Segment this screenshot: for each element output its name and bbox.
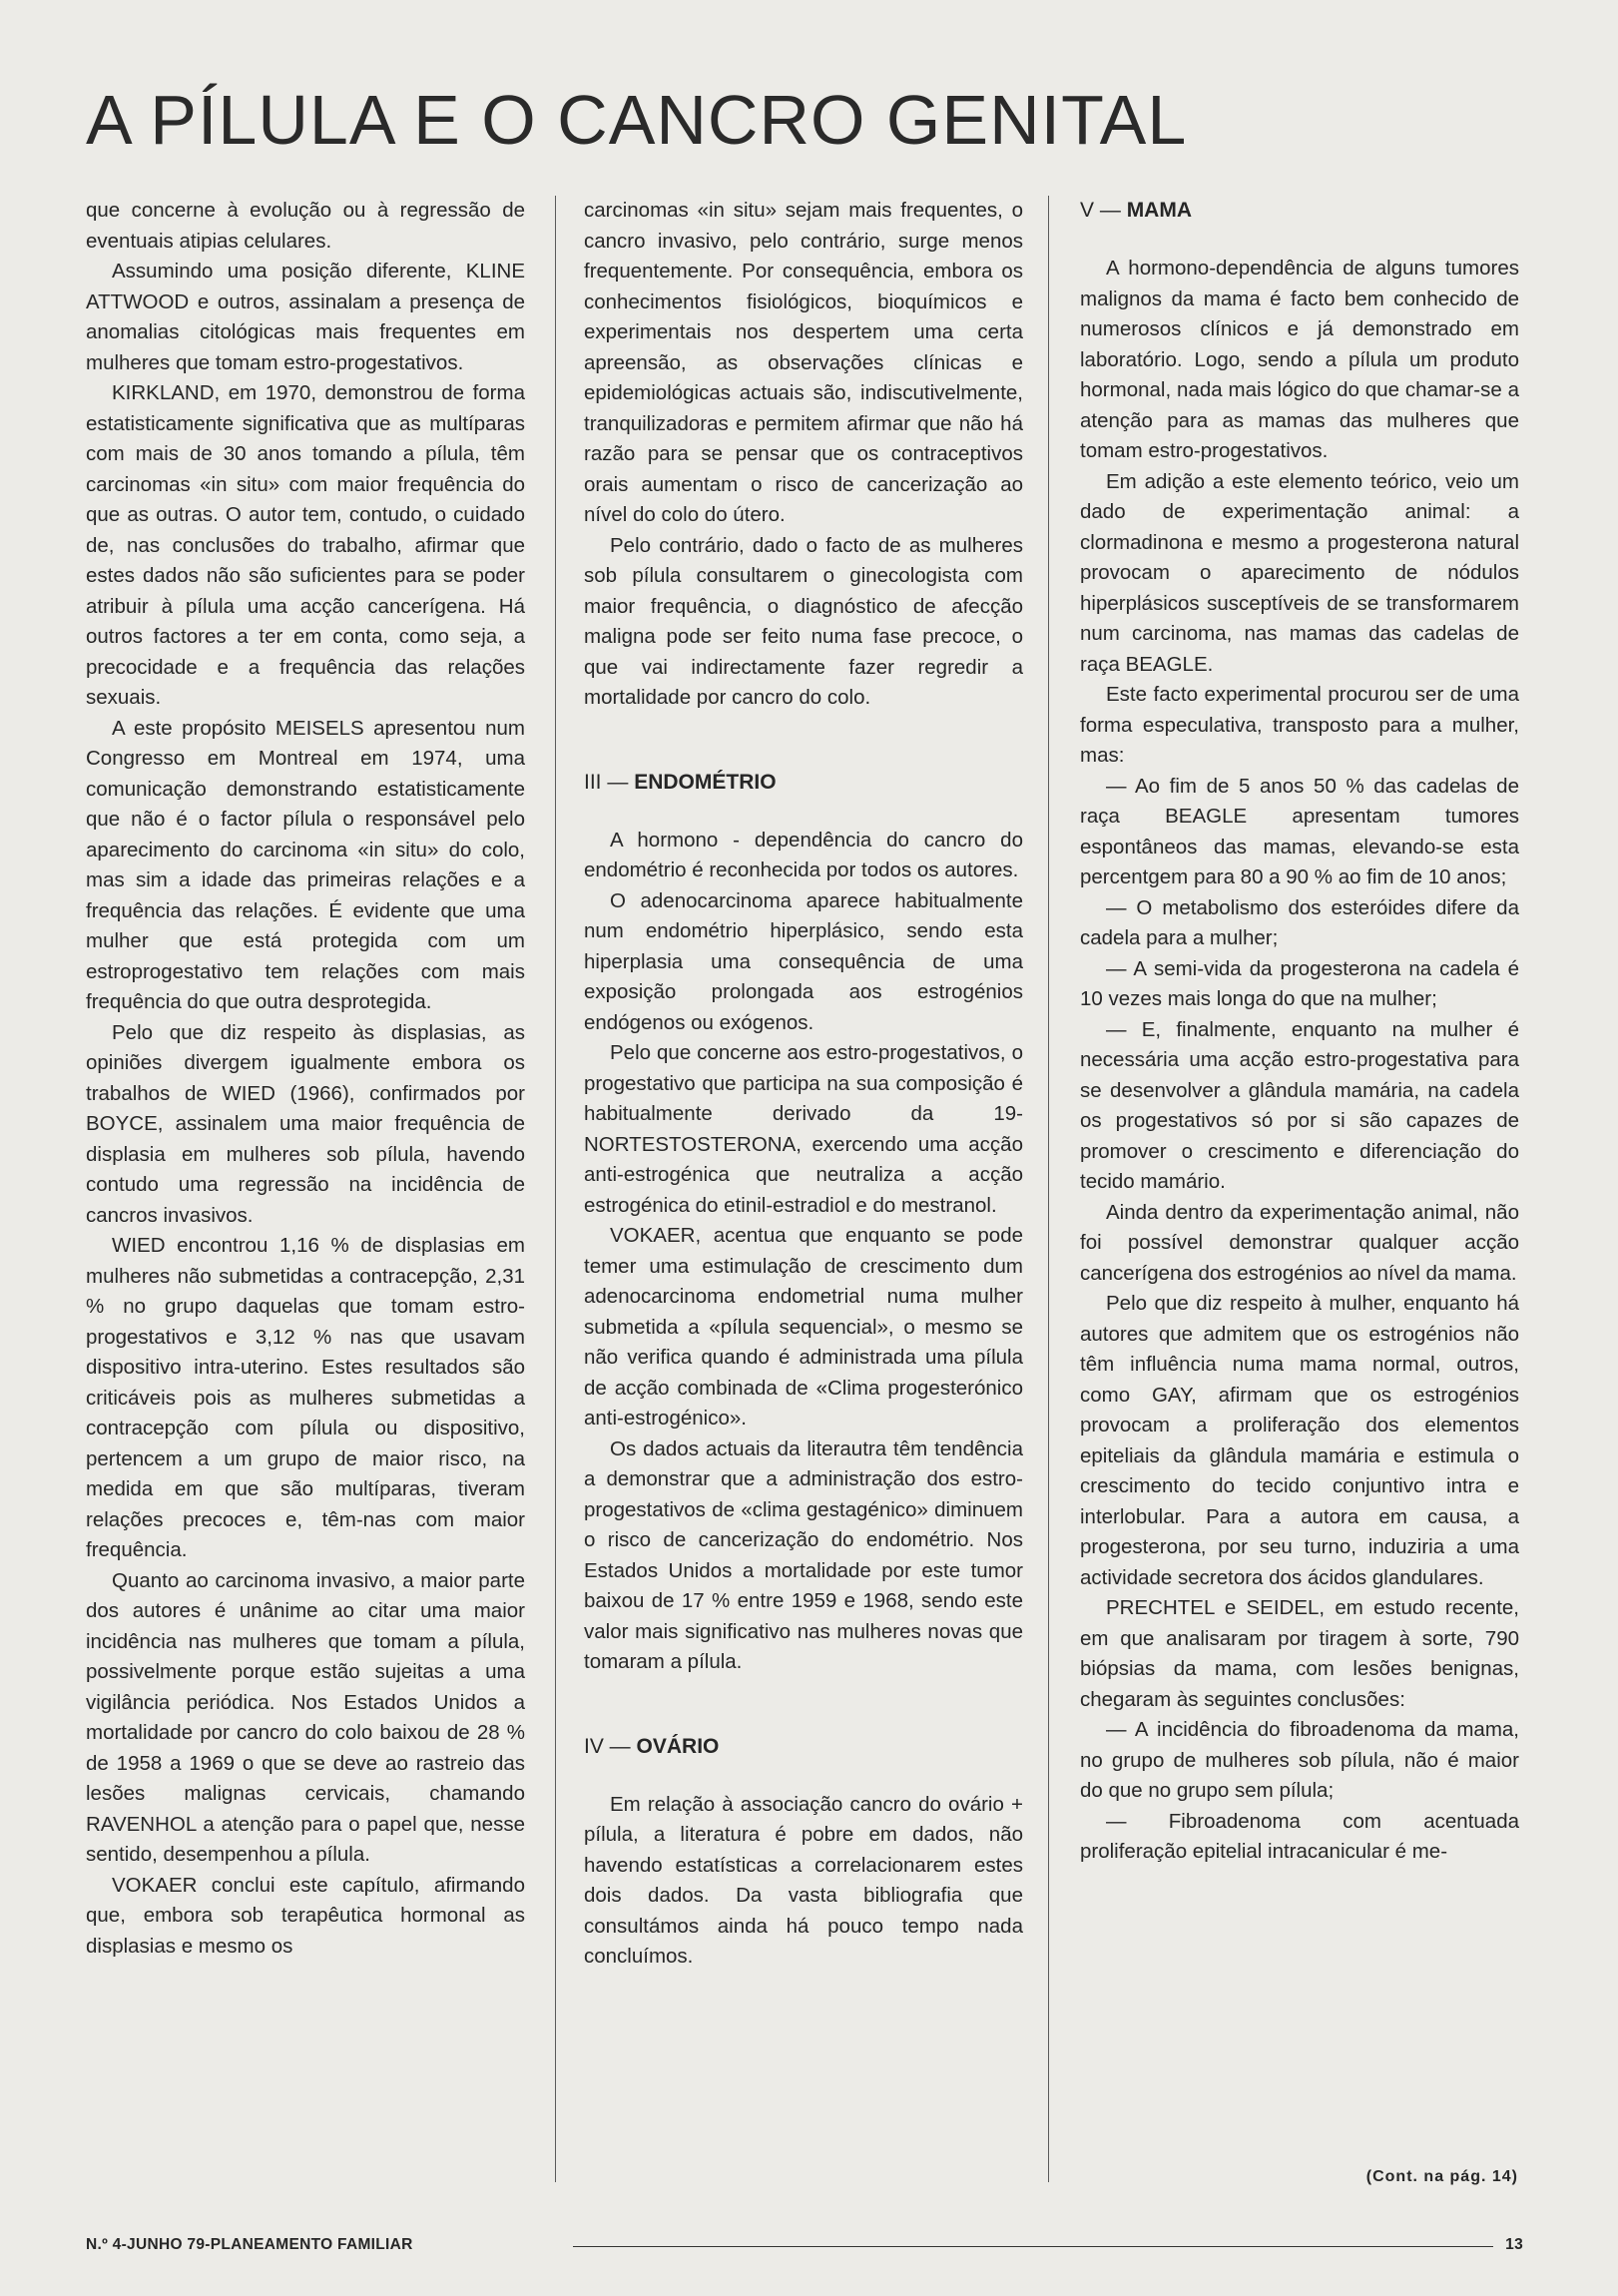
paragraph: — Fibroadenoma com acentuada proliferação epitelial intracanicular é me-	[1080, 1809, 1519, 1863]
paragraph: Os dados actuais da literautra têm tendência a demonstrar que a administração dos estro-progestativos de «clima gestagénico» diminuem o risco de cancerização do endométrio. Nos Estados Unidos a mortalidade por este tumor baixou de 17 % entre 1959 e 1968, sendo este valor mais significativo nas mulheres novas que tomaram a pílula.	[584, 1436, 1023, 1673]
paragraph: — A semi-vida da progesterona na cadela é 10 vezes mais longa do que na mulher;	[1080, 956, 1519, 1010]
continued-note: (Cont. na pág. 14)	[1365, 2168, 1518, 2185]
column-divider	[1048, 196, 1049, 2182]
section-numeral: V —	[1080, 199, 1121, 222]
page-footer	[86, 2236, 1523, 2264]
section-heading-endometrio	[584, 768, 1023, 798]
column-1	[86, 196, 525, 1962]
paragraph: Assumindo uma posição diferente, KLINE ATTWOOD e outros, assinalam a presença de anomalias citológicas mais frequentes em mulheres que tomam estro-progestativos.	[86, 260, 525, 374]
paragraph: VOKAER, acentua que enquanto se pode temer uma estimulação de crescimento dum adenocarcinoma endometrial numa mulher submetida a «pílula sequencial», o mesmo se não verifica quando é administrada uma pílula de acção combinada de «Clima progesterónico anti-estrogénico».	[584, 1224, 1023, 1430]
paragraph: A hormono-dependência de alguns tumores malignos da mama é facto bem conhecido de numerosos clínicos e já demonstrado em laboratório. Logo, sendo a pílula um produto hormonal, nada mais lógico do que chamar-se a atenção para as mamas das mulheres que tomam estro-progestativos.	[1080, 257, 1519, 462]
section-heading-ovario	[584, 1732, 1023, 1762]
paragraph: Este facto experimental procurou ser de uma forma especulativa, transposto para a mulher, mas:	[1080, 683, 1519, 767]
paragraph: VOKAER conclui este capítulo, afirmando que, embora sob terapêutica hormonal as displasias e mesmo os	[86, 1873, 525, 1958]
page-number: 13	[1505, 2236, 1523, 2253]
section-title: ENDOMÉTRIO	[634, 770, 777, 794]
paragraph: Pelo que diz respeito à mulher, enquanto há autores que admitem que os estrogénios não têm influência numa mama normal, outros, como GAY, afirmam que os estrogénios provocam a proliferação dos elementos epiteliais da glândula mamária e estimula o crescimento do tecido conjuntivo intra e interlobular. Para a autora em causa, a progesterona, por seu turno, induziria a uma actividade secretora dos ácidos glandulares.	[1080, 1292, 1519, 1589]
paragraph: Pelo que concerne aos estro-progestativos, o progestativo que participa na sua composição é habitualmente derivado da 19-NORTESTOSTERONA, exercendo uma acção anti-estrogénica que neutraliza a acção estrogénica do etinil-estradiol e do mestranol.	[584, 1041, 1023, 1217]
section-title: MAMA	[1126, 199, 1193, 222]
paragraph: que concerne à evolução ou à regressão de eventuais atipias celulares.	[86, 199, 525, 253]
paragraph: WIED encontrou 1,16 % de displasias em mulheres não submetidas a contracepção, 2,31 % no grupo daquelas que tomam estro-progestativos e 3,12 % nas que usavam dispositivo intra-uterino. Estes resultados são criticáveis pois as mulheres submetidas a contracepção com pílula ou dispositivo, pertencem a um grupo de maior risco, na medida em que são multíparas, tiveram relações precoces e, têm-nas com maior frequência.	[86, 1234, 525, 1561]
paragraph: carcinomas «in situ» sejam mais frequentes, o cancro invasivo, pelo contrário, surge menos frequentemente. Por consequência, embora os conhecimentos fisiológicos, bioquímicos e experimentais nos despertem uma certa apreensão, as observações clínicas e epidemiológicas actuais são, indiscutivelmente, tranquilizadoras e permitem afirmar que não há razão para se pensar que os contraceptivos orais aumentam o risco de cancerização ao nível do colo do útero.	[584, 199, 1023, 526]
paragraph: Pelo que diz respeito às displasias, as opiniões divergem igualmente embora os trabalhos de WIED (1966), confirmados por BOYCE, assinalem uma maior frequência de displasia em mulheres sob pílula, havendo contudo uma regressão na incidência de cancros invasivos.	[86, 1020, 525, 1227]
section-numeral: III —	[584, 770, 629, 794]
paragraph: Em relação à associação cancro do ovário + pílula, a literatura é pobre em dados, não havendo estatísticas a correlacionarem estes dois dados. Da vasta bibliografia que consultámos ainda há pouco tempo nada concluímos.	[584, 1792, 1023, 1968]
paragraph: A hormono - dependência do cancro do endométrio é reconhecida por todos os autores.	[584, 828, 1023, 881]
paragraph: — O metabolismo dos esteróides difere da cadela para a mulher;	[1080, 895, 1519, 949]
paragraph: O adenocarcinoma aparece habitualmente num endométrio hiperplásico, sendo esta hiperplasia uma consequência de uma exposição prolongada aos estrogénios endógenos ou exógenos.	[584, 888, 1023, 1034]
paragraph: Ainda dentro da experimentação animal, não foi possível demonstrar qualquer acção cancerígena dos estrogénios ao nível da mama.	[1080, 1200, 1519, 1285]
section-heading-mama	[1080, 196, 1519, 226]
paragraph: A este propósito MEISELS apresentou num Congresso em Montreal em 1974, uma comunicação demonstrando estatisticamente que não é o factor pílula o responsável pelo aparecimento do carcinoma «in situ» do colo, mas sim a idade das primeiras relações e a frequência das relações. É evidente que uma mulher que está protegida com um estroprogestativo tem relações com mais frequência do que outra desprotegida.	[86, 716, 525, 1013]
column-divider	[555, 196, 556, 2182]
paragraph: — E, finalmente, enquanto na mulher é necessária uma acção estro-progestativa para se desenvolver a glândula mamária, na cadela os progestativos só por si são capazes de promover o crescimento e diferenciação do tecido mamário.	[1080, 1017, 1519, 1193]
column-2	[584, 196, 1023, 1973]
section-numeral: IV —	[584, 1734, 631, 1758]
paragraph: Quanto ao carcinoma invasivo, a maior parte dos autores é unânime ao citar uma maior incidência nas mulheres que tomam a pílula, possivelmente porque estão sujeitas a uma vigilância periódica. Nos Estados Unidos a mortalidade por cancro do colo baixou de 28 % de 1958 a 1969 o que se deve ao rastreio das lesões malignas cervicais, chamando RAVENHOL a atenção para o papel que, nesse sentido, desempenhou a pílula.	[86, 1568, 525, 1866]
section-title: OVÁRIO	[636, 1734, 720, 1758]
paragraph: Em adição a este elemento teórico, veio um dado de experimentação animal: a clormadinona e mesmo a progesterona natural provocam o aparecimento de nódulos hiperplásicos susceptíveis de se transformarem num carcinoma, nas mamas das cadelas de raça BEAGLE.	[1080, 469, 1519, 676]
paragraph: — Ao fim de 5 anos 50 % das cadelas de raça BEAGLE apresentam tumores espontâneos das mamas, elevando-se esta percentgem para 80 a 90 % ao fim de 10 anos;	[1080, 774, 1519, 888]
paragraph: PRECHTEL e SEIDEL, em estudo recente, em que analisaram por tiragem à sorte, 790 biópsias da mama, com lesões benignas, chegaram às seguintes conclusões:	[1080, 1596, 1519, 1711]
paragraph: — A incidência do fibroadenoma da mama, no grupo de mulheres sob pílula, não é maior do que no grupo sem pílula;	[1080, 1718, 1519, 1802]
paragraph: Pelo contrário, dado o facto de as mulheres sob pílula consultarem o ginecologista com maior frequência, o diagnóstico de afecção maligna pode ser feito numa fase precoce, o que vai indirectamente fazer regredir a mortalidade por cancro do colo.	[584, 533, 1023, 709]
column-3	[1080, 196, 1519, 1868]
footer-rule	[573, 2246, 1493, 2247]
page-title: A PÍLULA E O CANCRO GENITAL	[86, 81, 1188, 159]
footer-issue: N.º 4-JUNHO 79-PLANEAMENTO FAMILIAR	[86, 2236, 413, 2253]
paragraph: KIRKLAND, em 1970, demonstrou de forma estatisticamente significativa que as multíparas com mais de 30 anos tomando a pílula, têm carcinomas «in situ» com maior frequência do que as outras. O autor tem, contudo, o cuidado de, nas conclusões do trabalho, afirmar que estes dados não são suficientes para se poder atribuir à pílula uma acção cancerígena. Há outros factores a ter em conta, como seja, a precocidade e a frequência das relações sexuais.	[86, 381, 525, 709]
